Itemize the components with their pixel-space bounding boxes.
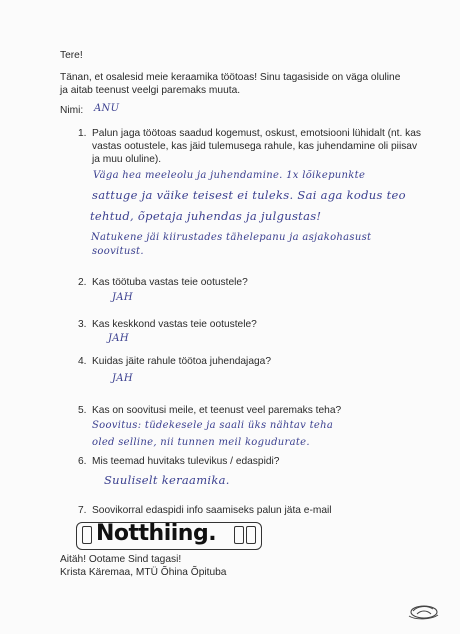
question-text: Kuidas jäite rahule töötoa juhendajaga? (92, 356, 271, 367)
answer-line: oled selline, nii tunnen meil kogudurate. (92, 437, 310, 448)
question-number: 4. (78, 356, 87, 367)
question-text: Kas töötuba vastas teie ootustele? (92, 277, 248, 288)
answer-line: Soovitus: tüdekesele ja saali üks nähtav teha (92, 420, 334, 431)
answer-line: Natukene jäi kiirustades tähelepanu ja asjakohasust (91, 232, 372, 243)
answer-line: JAH (112, 373, 133, 384)
answer-line: tehtud, õpetaja juhendas ja julgustas! (90, 209, 322, 223)
email-stamp-text: Notthiing. (96, 521, 217, 546)
intro-text: Tänan, et osalesid meie keraamika töötoas! Sinu tagasiside on väga oluline ja aitab teenust veelgi paremaks muuta. (60, 72, 401, 96)
question-number: 5. (78, 405, 87, 416)
signature-text: Krista Käremaa, MTÜ Õhina Õpituba (60, 567, 227, 578)
answer-line: JAH (112, 292, 133, 303)
closing-text: Aitäh! Ootame Sind tagasi! (60, 554, 182, 565)
question-text: Soovikorral edaspidi info saamiseks palun jäta e-mail (92, 505, 332, 516)
greeting: Tere! (60, 50, 83, 61)
question-text: Kas keskkond vastas teie ootustele? (92, 319, 257, 330)
question-text: Mis teemad huvitaks tulevikus / edaspidi? (92, 456, 280, 467)
answer-line: Väga hea meeleolu ja juhendamine. 1x lõikepunkte (93, 170, 366, 181)
question-number: 2. (78, 277, 87, 288)
answer-line: JAH (108, 333, 129, 344)
question-number: 7. (78, 505, 87, 516)
question-number: 3. (78, 319, 87, 330)
question-text: Kas on soovitusi meile, et teenust veel paremaks teha? (92, 405, 342, 416)
answer-line: Suuliselt keraamika. (104, 473, 230, 487)
name-value: ANU (94, 103, 120, 114)
question-number: 1. (78, 128, 87, 139)
question-number: 6. (78, 456, 87, 467)
doodle-icon (405, 600, 441, 622)
answer-line: soovitust. (92, 246, 144, 257)
answer-line: sattuge ja väike teisest ei tuleks. Sai aga kodus teo (92, 188, 406, 202)
stamp-slot-right (234, 526, 244, 544)
question-text: Palun jaga töötoas saadud kogemust, oskust, emotsiooni lühidalt (nt. kas vastas ootustele, kas jäid tulemusega rahule, kas juhendamine oli piisav ja muu oluline). (92, 128, 422, 165)
stamp-slot-left (82, 526, 92, 544)
name-label: Nimi: (60, 105, 84, 116)
stamp-slot-right (246, 526, 256, 544)
